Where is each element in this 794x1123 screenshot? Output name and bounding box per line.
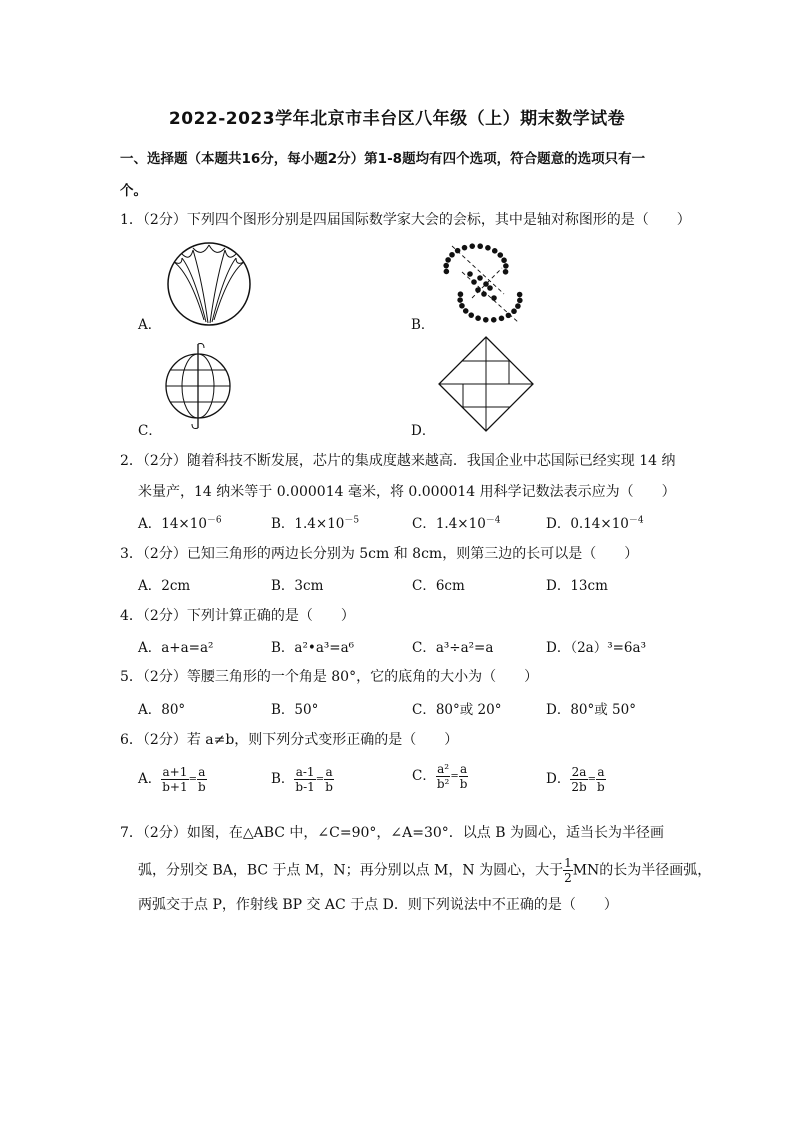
q7-stem-line2 — [138, 856, 711, 885]
q3-stem: 3．（2分）已知三角形的两边长分别为 5cm 和 8cm，则第三边的长可以是（ ） — [120, 546, 639, 562]
q6-option-d[interactable] — [546, 765, 606, 794]
q6-option-b[interactable] — [271, 765, 334, 794]
q4-option-d[interactable]: D．（2a）³=6a³ — [546, 640, 646, 656]
q1-figure-d-emblem — [436, 334, 536, 434]
q2-option-a-exp: －6 — [206, 515, 222, 526]
q6-option-b-lhs: $\frac{a-1}{b-1}$ — [295, 765, 315, 794]
q5-option-d[interactable]: D．80°或 50° — [546, 702, 636, 718]
q2-stem-line2: 米量产，14 纳米等于 0.000014 毫米，将 0.000014 用科学记数法表示应为（ ） — [138, 484, 676, 500]
q4-option-c[interactable]: C．a³÷a²=a — [412, 640, 494, 656]
q6-option-c[interactable] — [412, 762, 468, 791]
q3-option-b[interactable]: B．3cm — [271, 578, 324, 594]
q7-stem-line1: 7．（2分）如图，在△ABC 中，∠C=90°，∠A=30°．以点 B 为圆心，适当长为半径画 — [120, 825, 664, 841]
section-heading-line1: 一、选择题（本题共16分，每小题2分）第1-8题均有四个选项，符合题意的选项只有一 — [120, 151, 646, 167]
page-title: 2022-2023学年北京市丰台区八年级（上）期末数学试卷 — [168, 109, 626, 129]
q7-line2-part1: 弧，分别交 BA，BC 于点 M，N；再分别以点 M，N 为圆心，大于 — [138, 862, 564, 879]
q1-label-a: A． — [138, 317, 162, 333]
q6-option-d-eq: = — [587, 774, 597, 785]
q6-option-c-rhs: $\frac{a}{b}$ — [459, 762, 468, 791]
q6-option-c-label: C． — [412, 768, 436, 784]
q1-stem: 1．（2分）下列四个图形分别是四届国际数学家大会的会标，其中是轴对称图形的是（ ） — [120, 212, 691, 228]
q2-option-b-exp: －5 — [344, 515, 360, 526]
q4-option-a[interactable]: A．a+a=a² — [138, 640, 214, 656]
q7-line2-part2: MN的长为半径画弧， — [572, 862, 712, 879]
q1-label-d: D． — [411, 423, 436, 439]
q6-option-d-label: D． — [546, 771, 571, 787]
q6-option-d-rhs: $\frac{a}{b}$ — [597, 765, 605, 794]
q1-figure-c-emblem — [160, 340, 240, 432]
q2-option-b[interactable] — [271, 512, 359, 532]
q6-option-d-lhs: $\frac{2a}{2b}$ — [571, 765, 587, 794]
q6-option-a-label: A． — [138, 771, 162, 787]
q6-option-b-rhs: $\frac{a}{b}$ — [325, 765, 333, 794]
q6-option-b-label: B． — [271, 771, 295, 787]
section-heading-line2: 个。 — [120, 183, 147, 199]
q2-option-c[interactable] — [412, 512, 501, 532]
q2-option-d-base: D．0.14×10 — [546, 516, 629, 532]
q3-option-a[interactable]: A．2cm — [138, 578, 191, 594]
q6-option-c-lhs: $\frac{\text{a²}}{\text{b²}}$ — [436, 762, 450, 791]
q6-option-a-rhs: $\frac{a}{b}$ — [198, 765, 206, 794]
q4-option-b[interactable]: B．a²•a³=a⁶ — [271, 640, 355, 656]
q3-option-d[interactable]: D．13cm — [546, 578, 608, 594]
q2-stem-line1: 2．（2分）随着科技不断发展，芯片的集成度越来越高．我国企业中芯国际已经实现 14 纳 — [120, 453, 676, 469]
q4-stem: 4．（2分）下列计算正确的是（ ） — [120, 608, 355, 624]
q6-option-a[interactable] — [138, 765, 207, 794]
q7-half-fraction: $\frac{1}{2}$ — [564, 856, 572, 885]
q6-option-a-lhs: $\frac{a+1}{b+1}$ — [162, 765, 188, 794]
q2-option-a-base: A．14×10 — [138, 516, 207, 532]
q6-stem: 6．（2分）若 a≠b，则下列分式变形正确的是（ ） — [120, 732, 459, 748]
q5-option-c[interactable]: C．80°或 20° — [412, 702, 502, 718]
q2-option-b-base: B．1.4×10 — [271, 516, 345, 532]
q2-option-d[interactable] — [546, 512, 644, 532]
q3-option-c[interactable]: C．6cm — [412, 578, 465, 594]
q2-option-d-exp: －4 — [628, 515, 644, 526]
q6-option-c-eq: = — [450, 771, 459, 782]
q6-option-a-eq: = — [188, 774, 198, 785]
q1-figure-a-emblem — [160, 240, 258, 328]
q1-figure-b-emblem — [432, 238, 532, 328]
q2-option-a[interactable] — [138, 512, 222, 532]
q5-option-b[interactable]: B．50° — [271, 702, 319, 718]
q1-label-b: B． — [411, 317, 435, 333]
q2-option-c-base: C．1.4×10 — [412, 516, 486, 532]
q2-option-c-exp: －4 — [485, 515, 501, 526]
q5-stem: 5．（2分）等腰三角形的一个角是 80°，它的底角的大小为（ ） — [120, 669, 539, 685]
q1-label-c: C． — [138, 423, 162, 439]
q7-stem-line3: 两弧交于点 P，作射线 BP 交 AC 于点 D．则下列说法中不正确的是（ ） — [138, 897, 618, 913]
q5-option-a[interactable]: A．80° — [138, 702, 186, 718]
q6-option-b-eq: = — [315, 774, 325, 785]
